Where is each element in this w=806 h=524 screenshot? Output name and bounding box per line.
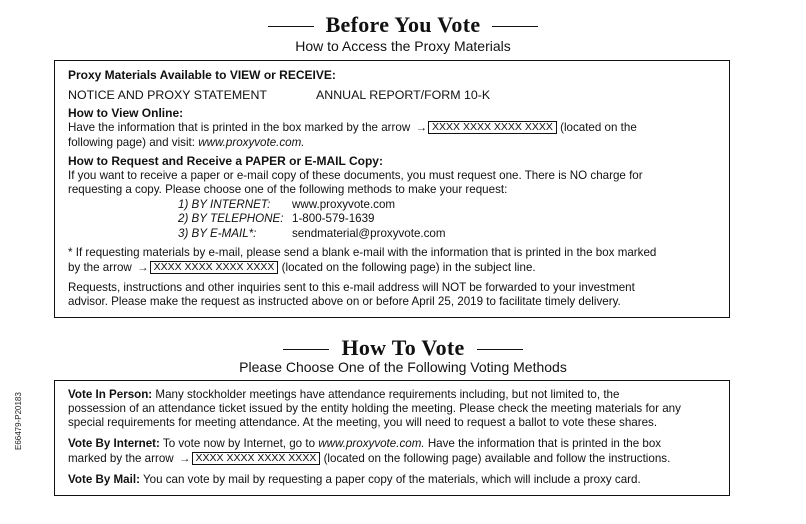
email-note-line-1: * If requesting materials by e-mail, please send a blank e-mail with the information that is printed in the box marked — [68, 246, 657, 259]
mail-text: You can vote by mail by requesting a paper copy of the materials, which will include a proxy card. — [142, 473, 641, 486]
method-email-value[interactable]: sendmaterial@proxyvote.com — [292, 227, 446, 240]
doc-annual-report: ANNUAL REPORT/FORM 10-K — [316, 88, 491, 102]
control-number-box: XXXX XXXX XXXX XXXX — [192, 452, 321, 465]
before-you-vote-subtitle: How to Access the Proxy Materials — [295, 38, 511, 54]
request-copy-heading: How to Request and Receive a PAPER or E-MAIL Copy: — [68, 154, 383, 168]
arrow-icon: → — [178, 452, 191, 465]
proxyvote-link[interactable]: www.proxyvote.com. — [198, 136, 305, 149]
in-person-line-2: possession of an attendance ticket issued by the entity holding the meeting. Please check the meeting materials for any — [68, 402, 681, 415]
vote-in-person-label: Vote In Person: — [68, 388, 153, 401]
before-you-vote-heading — [0, 12, 806, 38]
method-telephone-value[interactable]: 1-800-579-1639 — [292, 212, 375, 225]
control-number-box: XXXX XXXX XXXX XXXX — [150, 261, 279, 274]
internet-text-2a: marked by the arrow — [68, 452, 174, 465]
heading-rule-left — [268, 26, 314, 27]
method-email-label: 3) BY E-MAIL*: — [178, 227, 257, 240]
method-internet-label: 1) BY INTERNET: — [178, 198, 271, 211]
in-person-text-1: Many stockholder meetings have attendance requirements including, but not limited to, the — [155, 388, 620, 401]
control-number-box: XXXX XXXX XXXX XXXX — [428, 121, 557, 134]
voting-methods-box — [54, 380, 730, 496]
before-you-vote-title: Before You Vote — [325, 12, 481, 37]
email-note-line-2 — [68, 261, 536, 275]
proxyvote-link[interactable]: www.proxyvote.com. — [318, 437, 425, 450]
heading-rule-right — [477, 349, 523, 350]
requests-note-line-2: advisor. Please make the request as instructed above on or before April 25, 2019 to facilitate timely delivery. — [68, 295, 621, 308]
request-text-line-2: requesting a copy. Please choose one of the following methods to make your request: — [68, 183, 508, 196]
proxy-materials-box — [54, 60, 730, 318]
heading-rule-right — [492, 26, 538, 27]
email-note-subject: (located on the following page) in the subject line. — [281, 261, 536, 274]
vote-by-mail-label: Vote By Mail: — [68, 473, 140, 486]
internet-text-1a: To vote now by Internet, go to — [162, 437, 316, 450]
materials-available-heading: Proxy Materials Available to VIEW or RECEIVE: — [68, 68, 336, 82]
mail-line — [68, 473, 641, 487]
arrow-icon: → — [415, 121, 428, 134]
view-online-text: Have the information that is printed in the box marked by the arrow — [68, 121, 411, 134]
how-to-vote-subtitle: Please Choose One of the Following Voting Methods — [239, 359, 567, 375]
method-internet-value[interactable]: www.proxyvote.com — [292, 198, 396, 211]
method-telephone-label: 2) BY TELEPHONE: — [178, 212, 284, 225]
in-person-line-1 — [68, 388, 619, 402]
heading-rule-left — [283, 349, 329, 350]
request-text-line-1: If you want to receive a paper or e-mail copy of these documents, you must request one. There is NO charge for — [68, 169, 643, 182]
internet-text-1b: Have the information that is printed in the box — [427, 437, 662, 450]
how-to-vote-heading — [0, 335, 806, 361]
internet-line-2 — [68, 452, 670, 466]
view-online-visit: following page) and visit: — [68, 136, 195, 149]
view-online-line-2 — [68, 136, 305, 150]
requests-note-line-1: Requests, instructions and other inquiries sent to this e-mail address will NOT be forwarded to your investment — [68, 281, 635, 294]
arrow-icon: → — [137, 261, 149, 274]
internet-text-2b: (located on the following page) available and follow the instructions. — [323, 452, 671, 465]
internet-line-1 — [68, 437, 661, 451]
how-to-vote-title: How To Vote — [341, 335, 465, 360]
side-document-code: E66479-P20183 — [14, 392, 23, 450]
email-note-by-arrow: by the arrow — [68, 261, 132, 274]
view-online-located: (located on the — [560, 121, 637, 134]
view-online-line-1 — [68, 121, 637, 135]
doc-notice-proxy-statement: NOTICE AND PROXY STATEMENT — [68, 88, 267, 102]
vote-by-internet-label: Vote By Internet: — [68, 437, 160, 450]
in-person-line-3: special requirements for meeting attendance. At the meeting, you will need to request a ballot to vote these shares. — [68, 416, 658, 429]
view-online-heading: How to View Online: — [68, 106, 184, 120]
